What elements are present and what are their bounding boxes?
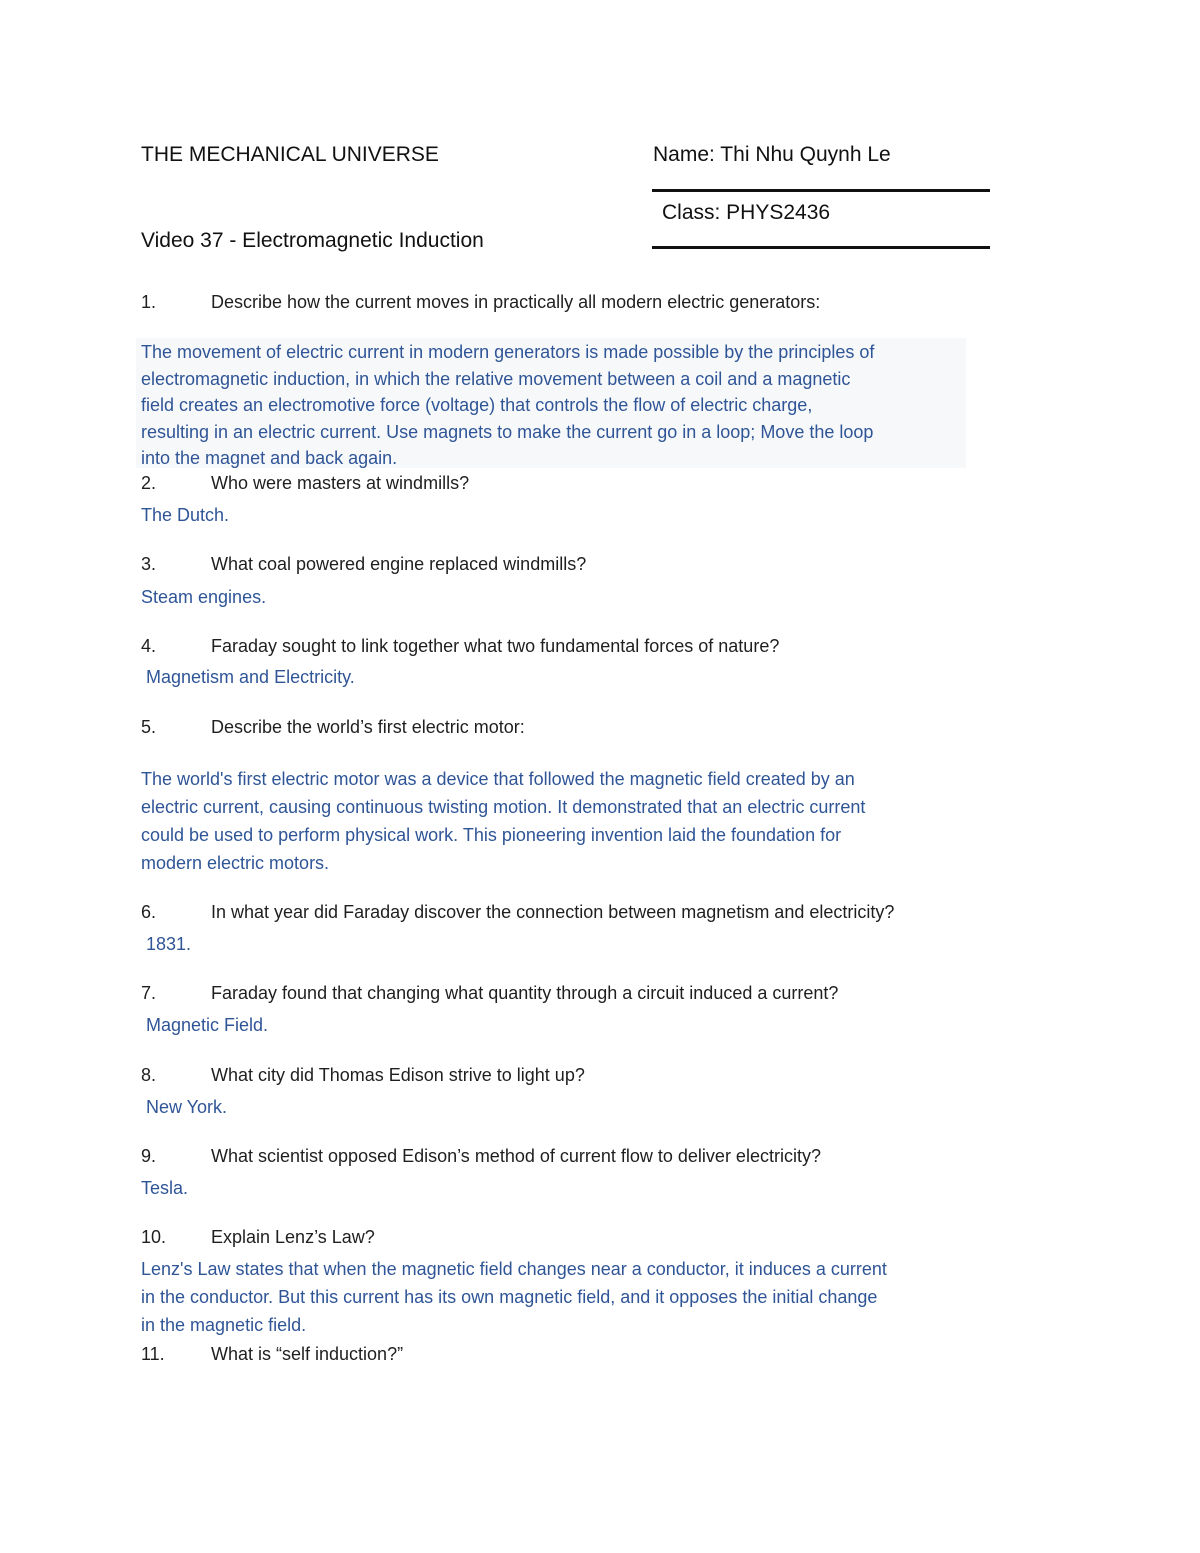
student-name: Name: Thi Nhu Quynh Le	[653, 143, 891, 166]
answer-line: Magnetism and Electricity.	[146, 667, 355, 687]
answer-line: New York.	[146, 1097, 228, 1117]
answer-line: could be used to perform physical work. This pioneering invention laid the foundation for	[141, 825, 842, 845]
question-text: What is “self induction?”	[211, 1344, 404, 1364]
answer-line: Steam engines.	[141, 587, 267, 607]
answer-line: The movement of electric current in modern generators is made possible by the principles of	[141, 342, 875, 362]
question-text: Faraday found that changing what quantity through a circuit induced a current?	[211, 983, 839, 1003]
answer-line: The world's first electric motor was a device that followed the magnetic field created by an	[141, 769, 855, 789]
answer-line: Lenz's Law states that when the magnetic field changes near a conductor, it induces a current	[141, 1259, 887, 1279]
answer-2	[141, 502, 229, 529]
answer-8	[146, 1094, 227, 1121]
answer-9	[141, 1175, 188, 1202]
question-text: Who were masters at windmills?	[211, 473, 470, 493]
question-text: In what year did Faraday discover the connection between magnetism and electricity?	[211, 902, 895, 922]
question-text: What scientist opposed Edison’s method of current flow to deliver electricity?	[211, 1146, 821, 1166]
answer-line: into the magnet and back again.	[141, 448, 398, 468]
answer-line: resulting in an electric current. Use magnets to make the current go in a loop; Move the loop	[141, 421, 874, 442]
answer-4	[146, 664, 355, 691]
video-title: Video 37 - Electromagnetic Induction	[141, 229, 484, 252]
answer-line: Tesla.	[141, 1178, 189, 1198]
question-text: What coal powered engine replaced windmills?	[211, 554, 587, 574]
answer-line: in the conductor. But this current has its own magnetic field, and it opposes the initial change	[141, 1287, 878, 1307]
name-underline	[652, 189, 990, 192]
class-label: Class: PHYS2436	[662, 201, 831, 224]
answer-10	[141, 1255, 887, 1339]
question-number: 5.	[141, 717, 157, 737]
answer-6	[146, 931, 191, 958]
answer-1	[141, 339, 874, 472]
answer-line: electromagnetic induction, in which the relative movement between a coil and a magnetic	[141, 368, 851, 389]
question-number: 2.	[141, 473, 157, 493]
question-number: 9.	[141, 1146, 157, 1166]
question-text: Faraday sought to link together what two fundamental forces of nature?	[211, 636, 780, 656]
question-number: 4.	[141, 636, 157, 656]
answer-line: 1831.	[146, 934, 192, 954]
question-text: Describe the world’s first electric motor:	[211, 717, 525, 737]
answer-line: modern electric motors.	[141, 853, 330, 873]
series-title: THE MECHANICAL UNIVERSE	[141, 143, 439, 166]
question-number: 11.	[141, 1344, 165, 1364]
question-text: Describe how the current moves in practically all modern electric generators:	[211, 292, 821, 312]
question-number: 10.	[141, 1227, 167, 1247]
answer-line: in the magnetic field.	[141, 1315, 307, 1335]
answer-line: electric current, causing continuous twisting motion. It demonstrated that an electric current	[141, 797, 866, 817]
class-underline	[652, 246, 990, 249]
answer-5	[141, 765, 865, 877]
question-text: What city did Thomas Edison strive to light up?	[211, 1065, 585, 1085]
question-number: 7.	[141, 983, 157, 1003]
answer-line: field creates an electromotive force (voltage) that controls the flow of electric charge,	[141, 395, 813, 415]
question-number: 6.	[141, 902, 157, 922]
question-number: 3.	[141, 554, 157, 574]
answer-line: Magnetic Field.	[146, 1015, 269, 1035]
question-number: 8.	[141, 1065, 157, 1085]
answer-7	[146, 1012, 268, 1039]
question-text: Explain Lenz’s Law?	[211, 1227, 375, 1247]
answer-line: The Dutch.	[141, 505, 230, 525]
answer-3	[141, 584, 266, 611]
question-number: 1.	[141, 292, 157, 312]
